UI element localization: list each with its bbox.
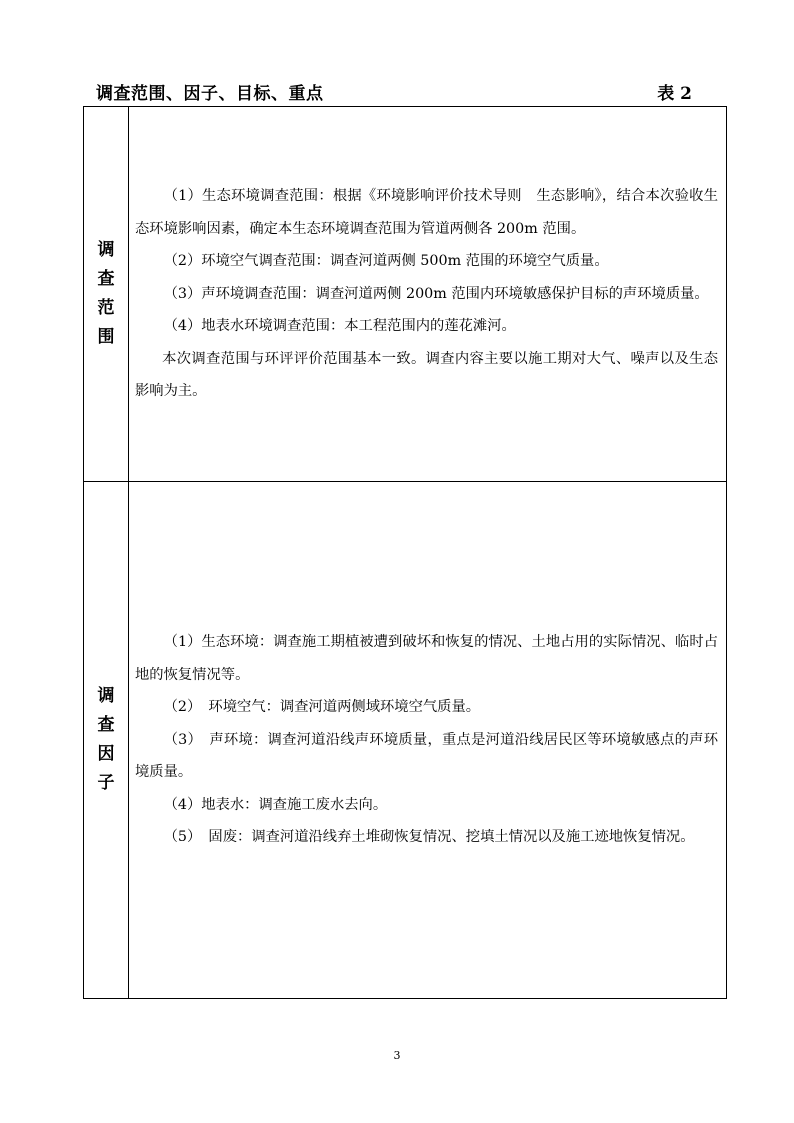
- factor-paragraph-1: （1）生态环境：调查施工期植被遭到破坏和恢复的情况、土地占用的实际情况、临时占地的恢复情况等。: [135, 634, 718, 683]
- label-char: 范: [97, 298, 115, 318]
- factor-paragraph-3: （3） 声环境：调查河道沿线声环境质量，重点是河道沿线居民区等环境敏感点的声环境质量。: [135, 731, 718, 781]
- table-number: 表 2: [657, 84, 692, 104]
- factor-paragraph-2: （2） 环境空气：调查河道两侧域环境空气质量。: [163, 699, 481, 716]
- label-char: 查: [97, 269, 115, 289]
- row-label-scope: [84, 107, 129, 482]
- label-char: 查: [97, 715, 115, 735]
- label-char: 调: [97, 686, 115, 706]
- factor-paragraph-4: （4）地表水：调查施工废水去向。: [163, 796, 388, 813]
- table-row-factors: [84, 482, 727, 999]
- scope-paragraph-5: 本次调查范围与环评评价范围基本一致。调查内容主要以施工期对大气、噪声以及生态影响为主。: [135, 350, 718, 400]
- scope-paragraph-1: （1）生态环境调查范围：根据《环境影响评价技术导则 生态影响》，结合本次验收生态环境影响因素，确定本生态环境调查范围为管道两侧各 200m 范围。: [135, 188, 718, 237]
- vertical-label-factors: [98, 682, 115, 798]
- factor-paragraph-5: （5） 固废：调查河道沿线弃土堆砌恢复情况、挖填土情况以及施工迹地恢复情况。: [163, 829, 695, 846]
- label-char: 围: [97, 327, 115, 347]
- scope-paragraph-4: （4）地表水环境调查范围：本工程范围内的莲花滩河。: [163, 318, 516, 335]
- label-char: 调: [97, 240, 115, 260]
- row-label-factors: [84, 482, 129, 999]
- table-title: 调查范围、因子、目标、重点: [96, 84, 324, 104]
- scope-paragraph-2: （2）环境空气调查范围：调查河道两侧 500m 范围的环境空气质量。: [163, 253, 609, 270]
- table-caption: [96, 79, 696, 105]
- survey-table: [83, 106, 727, 999]
- label-char: 因: [97, 744, 115, 764]
- page-number: 3: [393, 1049, 401, 1062]
- vertical-label-scope: [98, 236, 115, 352]
- scope-paragraph-3: （3）声环境调查范围：调查河道两侧 200m 范围内环境敏感保护目标的声环境质量。: [163, 285, 709, 302]
- table-row-scope: [84, 107, 727, 482]
- row-content-factors: [129, 482, 727, 999]
- row-content-scope: [129, 107, 727, 482]
- label-char: 子: [97, 773, 115, 793]
